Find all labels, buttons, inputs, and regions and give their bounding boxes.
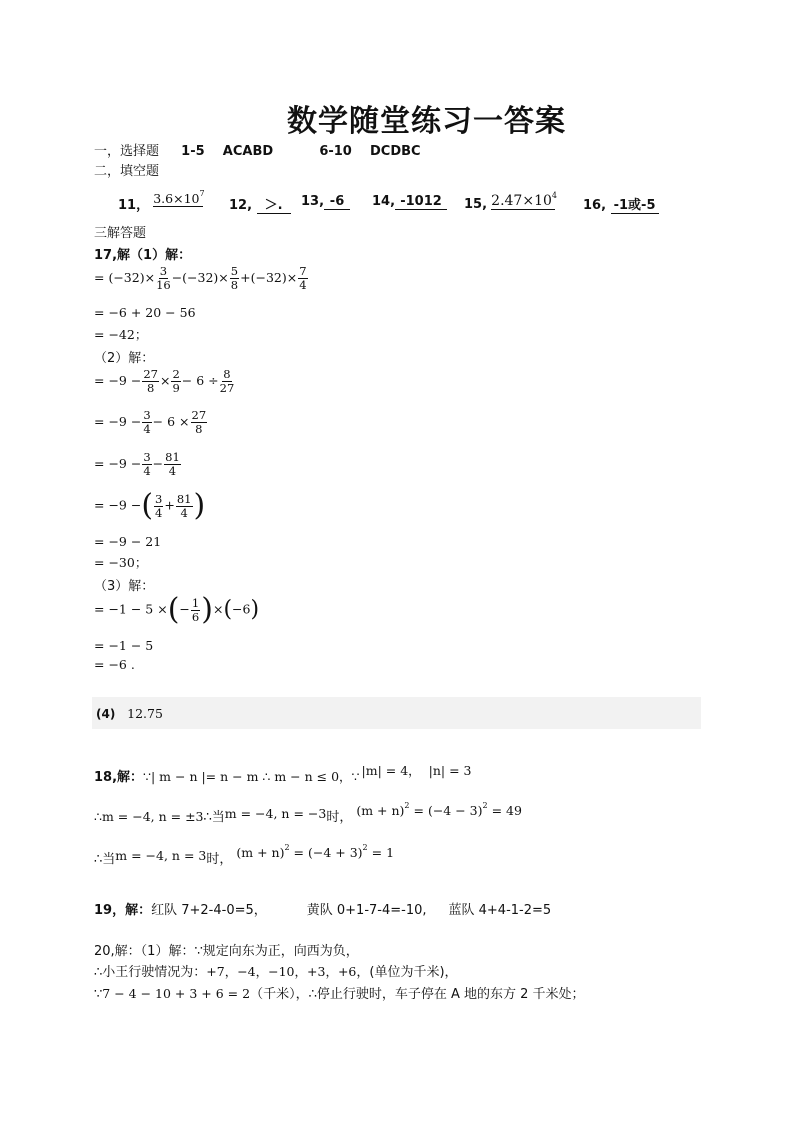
text: ∴小王行驶情况为： [94,965,207,980]
numerator: 8 [223,367,231,381]
question-number: 15, [464,197,488,212]
denominator: 4 [155,505,163,520]
question-number: 11， [118,198,150,213]
answer-blank: -1或-5 [611,194,659,214]
fraction [154,493,163,520]
math-text: − 6 × [152,414,190,429]
range-label: 6-10 [319,144,352,159]
right-paren: ) [201,592,213,627]
answer-highlight-box [92,697,701,729]
multiple-choice-row [94,140,421,159]
text: ∴当 [94,852,116,867]
math-text: (m + n) [236,845,285,860]
math-line: = −30； [94,555,148,570]
answer-text: DCDBC [370,144,421,159]
text: ∴当 [203,810,225,825]
text: ∵ [94,987,103,1002]
math-line [94,451,182,478]
text: 时， [206,852,233,867]
fraction [164,451,181,478]
numerator: 3 [143,408,151,422]
numerator: 2 [172,367,180,381]
q19-line [94,899,551,918]
fraction [298,265,307,292]
answer-value: 12.75 [127,706,163,721]
fraction [191,409,208,436]
section-label: 二，填空题 [94,164,160,179]
math-text: = 49 [491,803,522,818]
denominator: 27 [219,381,235,395]
answer-blank: -6 [324,194,350,210]
denominator: 8 [230,278,239,292]
answer-blank [491,191,555,210]
math-text: = 1 [371,845,395,860]
fill-answer [583,194,659,214]
math-line [94,265,309,292]
q18-line-1 [94,763,472,785]
fraction [142,409,151,436]
math-line [94,488,206,523]
q18-line-2 [94,801,522,825]
math-text: = −9 − [94,497,142,513]
math-text: (m + n) [356,803,405,818]
exponent: 4 [551,191,557,200]
answer-text: ACABD [222,144,274,159]
math-text: − [152,456,164,471]
numerator: 81 [176,491,192,506]
answer-blank [153,189,203,207]
question-head: 17,解（1）解： [94,248,192,263]
section-label: 三解答题 [94,226,147,241]
denominator: 9 [172,381,180,395]
math-line [94,592,260,627]
math-text: |m| = 4， [361,763,421,778]
text: ，(单位为千米)， [356,965,458,980]
math-text: ∵| m − n |= n − m ∴ m − n ≤ 0，∵ [143,769,360,784]
part-head: （2）解： [94,351,155,366]
math-text: m = −4, n = 3 [115,848,207,863]
question-number: 16, [583,198,607,213]
range-label: 1-5 [181,144,205,159]
denominator: 16 [156,278,171,292]
question-number: 14, [372,194,396,209]
fill-answer [118,189,205,213]
q18-line-3 [94,843,395,867]
math-text: × [159,373,171,388]
left-paren: ( [223,597,233,622]
fraction [191,597,200,624]
math-text: +7，−4，−10，+3，+6 [206,964,357,979]
math-text: 7 − 4 − 10 + 3 + 6 = 2 [102,986,251,1001]
numerator: 27 [191,408,207,422]
math-text: − [179,601,190,617]
exponent: 2 [482,801,488,810]
numerator: 7 [299,264,307,278]
denominator: 4 [143,422,151,436]
right-paren: ) [193,488,206,523]
fraction [142,368,159,395]
exponent: 2 [362,843,368,852]
numerator: 5 [230,264,239,278]
numerator: 3 [159,264,168,278]
math-line [94,409,208,436]
numerator: 3 [155,491,163,506]
denominator: 4 [168,464,177,478]
exponent: 2 [404,801,410,810]
numerator: 81 [165,450,180,464]
q20-line-1: 20,解：（1）解：∵规定向东为正，向西为负， [94,944,359,959]
numerator: 1 [191,595,200,610]
numerator: 27 [143,367,158,381]
question-number: 13, [301,194,325,209]
math-line: = −6 . [94,657,135,672]
exponent: 7 [199,189,205,198]
math-text: m = −4, n = −3 [224,806,327,821]
part-label: (4) [96,707,116,721]
math-line: = −1 − 5 [94,638,154,653]
math-text: |n| = 3 [428,763,472,778]
denominator: 4 [180,505,188,520]
q20-line-2 [94,961,458,980]
denominator: 8 [146,381,155,395]
text: （千米），∴停止行驶时，车子停在 A 地的东方 2 千米处； [250,987,585,1002]
math-text: = −9 − [94,373,142,388]
fill-answer [301,194,350,210]
fill-answer [372,194,447,210]
math-text: = −9 − [94,456,142,471]
left-paren: ( [141,488,154,523]
numerator: 3 [143,450,151,464]
answer-blank: -1012 [395,194,447,210]
fraction [220,368,235,395]
math-line [94,368,235,395]
q20-line-3 [94,983,585,1002]
part-head: （3）解： [94,579,155,594]
math-text: × [212,601,224,617]
question-head: 18,解： [94,770,144,785]
denominator: 4 [143,464,151,478]
fill-answer [464,191,557,213]
red-team-answer: 红队 7+2-4-0=5， [151,903,267,918]
math-text: = (−32)× [94,270,156,285]
answer-blank: ＞. [257,194,291,214]
fraction [230,265,239,292]
yellow-team-answer: 黄队 0+1-7-4=-10, [306,903,427,918]
math-text [236,845,394,860]
left-paren: ( [167,592,180,627]
math-text: = (−4 − 3) [413,803,483,818]
denominator: 4 [299,278,307,292]
fraction [171,368,180,395]
question-head: 19，解： [94,903,152,918]
text: 时， [326,810,353,825]
exponent: 2 [284,843,290,852]
fraction [156,265,171,292]
math-text: −6 [232,601,251,617]
math-text [356,803,522,818]
question-number: 12, [229,198,253,213]
answer-value: 3.6×10 [153,191,200,206]
math-text: + [164,497,175,513]
part4-answer [96,706,163,721]
math-line: = −6 + 20 − 56 [94,305,196,320]
fraction [176,493,193,520]
math-text: ∴m = −4, n = ±3 [94,809,204,824]
fraction [142,451,151,478]
math-text: = −1 − 5 × [94,601,168,617]
math-text: = (−4 + 3) [293,845,363,860]
denominator: 8 [195,422,203,436]
right-paren: ) [250,597,260,622]
fill-answer [229,194,291,214]
answer-value: 2.47×10 [491,193,552,209]
math-text: −(−32)× [171,270,229,285]
denominator: 6 [191,609,200,624]
blue-team-answer: 蓝队 4+4-1-2=5 [448,903,552,918]
math-line: = −9 − 21 [94,534,162,549]
math-text: +(−32)× [240,270,298,285]
section-label: 一，选择题 [94,144,160,159]
math-line: = −42； [94,327,148,342]
math-text: − 6 ÷ [181,373,219,388]
page-title: 数学随堂练习一答案 [287,104,566,139]
math-text: = −9 − [94,414,142,429]
